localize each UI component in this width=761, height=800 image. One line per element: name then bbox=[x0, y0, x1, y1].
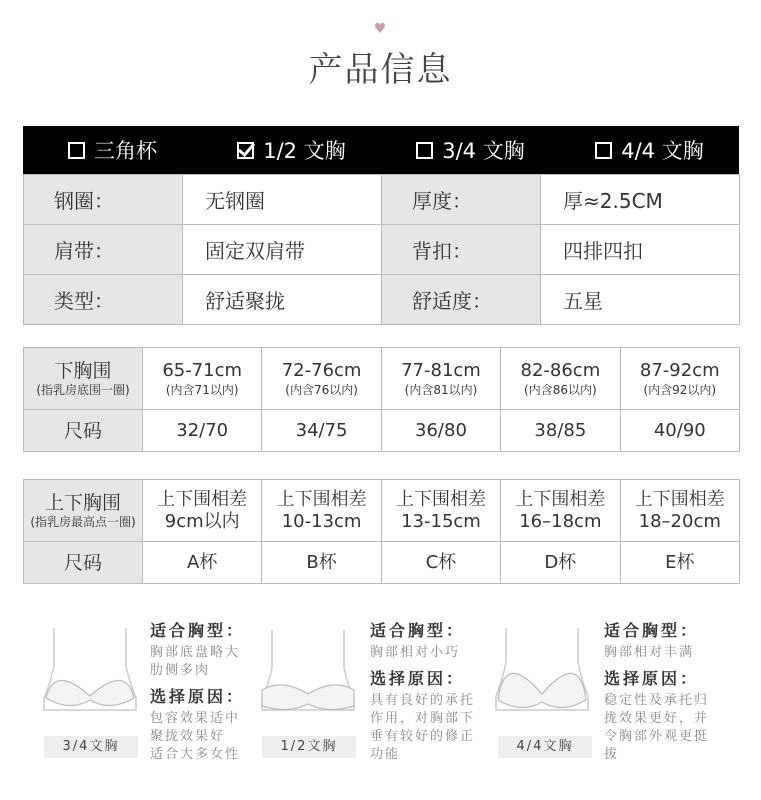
diff-cell: 上下围相差 9cm以内 bbox=[143, 480, 262, 542]
range-cell: 87-92cm (内含92以内) bbox=[620, 348, 739, 410]
cup-cell: C杯 bbox=[381, 542, 500, 584]
table-row bbox=[24, 225, 740, 275]
style-tag: 3/4文胸 bbox=[44, 736, 138, 758]
checkbox-icon bbox=[416, 142, 433, 159]
under-bust-header: 下胸围 (指乳房底围一圈) bbox=[24, 348, 143, 410]
size-cell: 40/90 bbox=[620, 410, 739, 452]
info-value: 舒适聚拢 bbox=[183, 275, 382, 325]
cup-type-selector bbox=[23, 126, 739, 174]
checkbox-checked-icon bbox=[237, 142, 254, 159]
page-title: 产品信息 bbox=[308, 50, 453, 90]
size-cell: 36/80 bbox=[381, 410, 500, 452]
diff-cell: 上下围相差 16–18cm bbox=[501, 480, 620, 542]
table-row bbox=[24, 542, 740, 584]
option-half-cup[interactable]: 1/2 文胸 bbox=[202, 126, 381, 174]
table-row bbox=[24, 480, 740, 542]
cup-size-table bbox=[23, 479, 740, 584]
info-label: 厚度： bbox=[382, 175, 541, 225]
table-row bbox=[24, 410, 740, 452]
size-cell: 32/70 bbox=[143, 410, 262, 452]
heart-icon: ♥ bbox=[373, 21, 387, 37]
diff-cell: 上下围相差 13-15cm bbox=[381, 480, 500, 542]
style-description: 适合胸型： 胸部相对小巧 选择原因： 具有良好的承托 作用，对胸部下 垂有较好的修正 功能 bbox=[370, 621, 476, 762]
style-tag: 1/2文胸 bbox=[262, 736, 356, 758]
cup-cell: E杯 bbox=[620, 542, 739, 584]
size-label: 尺码 bbox=[24, 542, 143, 584]
info-label: 类型： bbox=[24, 275, 183, 325]
info-label: 钢圈： bbox=[24, 175, 183, 225]
range-cell: 82-86cm (内含86以内) bbox=[501, 348, 620, 410]
range-cell: 65-71cm (内含71以内) bbox=[143, 348, 262, 410]
info-value: 厚≈2.5CM bbox=[541, 175, 740, 225]
diff-cell: 上下围相差 10-13cm bbox=[262, 480, 381, 542]
info-label: 肩带： bbox=[24, 225, 183, 275]
info-label: 背扣： bbox=[382, 225, 541, 275]
product-info-table bbox=[23, 174, 740, 325]
half-cup-bra-illustration bbox=[258, 628, 358, 718]
info-value: 固定双肩带 bbox=[183, 225, 382, 275]
under-bust-size-table bbox=[23, 347, 740, 452]
three-quarter-bra-illustration bbox=[40, 626, 140, 716]
option-full-cup[interactable]: 4/4 文胸 bbox=[560, 126, 739, 174]
style-description: 适合胸型： 胸部相对丰满 选择原因： 稳定性及承托归 拢效果更好，并 令胸部外观更挺 拔 bbox=[604, 621, 710, 762]
option-three-quarter-cup[interactable]: 3/4 文胸 bbox=[381, 126, 560, 174]
size-cell: 34/75 bbox=[262, 410, 381, 452]
info-value: 四排四扣 bbox=[541, 225, 740, 275]
table-row bbox=[24, 275, 740, 325]
cup-cell: D杯 bbox=[501, 542, 620, 584]
table-row bbox=[24, 175, 740, 225]
bust-diff-header: 上下胸围 (指乳房最高点一圈) bbox=[24, 480, 143, 542]
size-cell: 38/85 bbox=[501, 410, 620, 452]
cup-cell: B杯 bbox=[262, 542, 381, 584]
range-cell: 77-81cm (内含81以内) bbox=[381, 348, 500, 410]
info-label: 舒适度： bbox=[382, 275, 541, 325]
info-value: 无钢圈 bbox=[183, 175, 382, 225]
option-triangle-cup[interactable]: 三角杯 bbox=[23, 126, 202, 174]
style-description: 适合胸型： 胸部底盘略大 肋侧多肉 选择原因： 包容效果适中 聚拢效果好 适合大多女性 bbox=[150, 621, 246, 762]
style-tag: 4/4文胸 bbox=[498, 736, 592, 758]
info-value: 五星 bbox=[541, 275, 740, 325]
range-cell: 72-76cm (内含76以内) bbox=[262, 348, 381, 410]
checkbox-icon bbox=[68, 142, 85, 159]
diff-cell: 上下围相差 18–20cm bbox=[620, 480, 739, 542]
table-row bbox=[24, 348, 740, 410]
cup-cell: A杯 bbox=[143, 542, 262, 584]
checkbox-icon bbox=[595, 142, 612, 159]
full-cup-bra-illustration bbox=[492, 626, 592, 716]
size-label: 尺码 bbox=[24, 410, 143, 452]
